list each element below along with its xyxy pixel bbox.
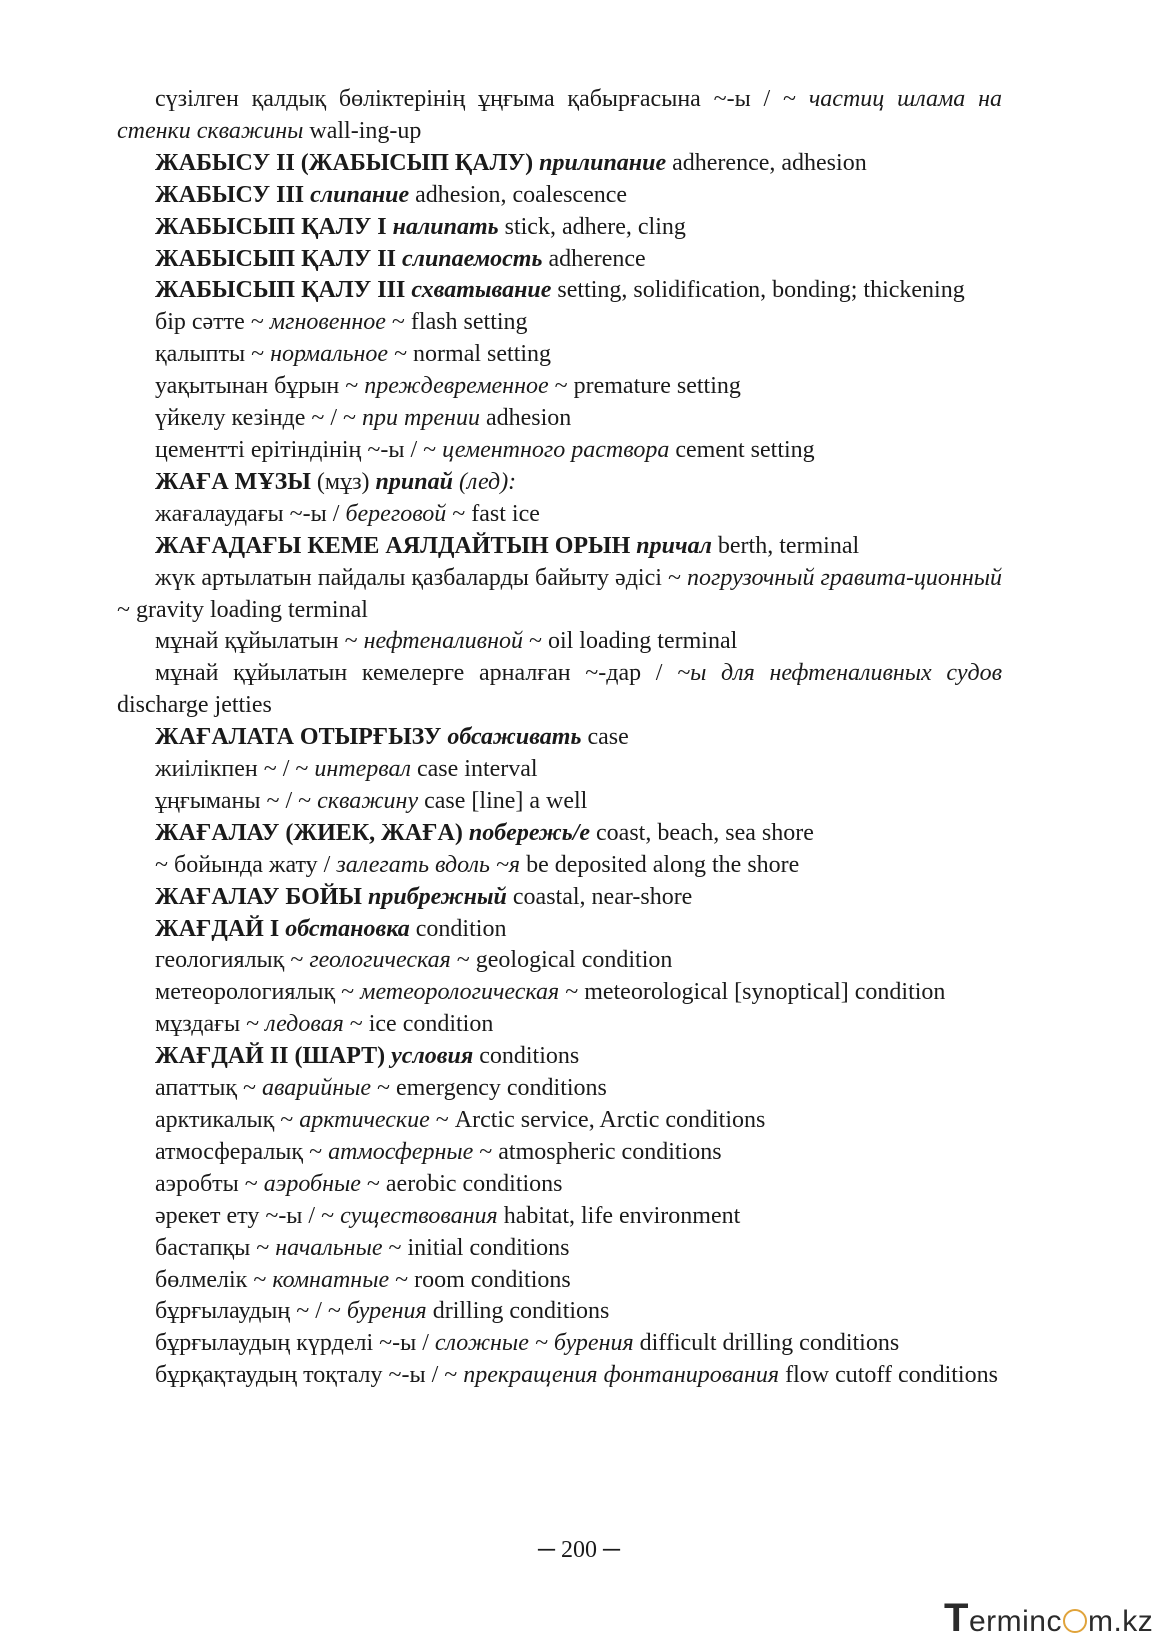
dictionary-entry (117, 882, 1002, 914)
entry-text: condition (409, 915, 507, 942)
dictionary-entry (117, 850, 1002, 882)
entry-text: ~ oil loading terminal (522, 628, 738, 655)
entry-text: habitat, life environment (497, 1202, 741, 1229)
entry-text: ~ normal setting (388, 341, 552, 368)
dictionary-page (117, 84, 1002, 1392)
russian-text: при трении (362, 405, 480, 432)
russian-text: прекращения фонтанирования (463, 1362, 780, 1389)
dictionary-entry (117, 275, 1002, 307)
entry-text: жағалаудағы ~-ы / (155, 500, 346, 527)
entry-text: cement setting (669, 436, 815, 463)
entry-text: case (581, 724, 629, 751)
entry-text: қалыпты ~ (155, 341, 271, 368)
entry-text: adhesion (479, 405, 572, 432)
entry-text: атмосфералық ~ (155, 1138, 329, 1165)
dictionary-entry (117, 945, 1002, 977)
entry-text: difficult drilling conditions (633, 1330, 900, 1357)
dictionary-entry (117, 1360, 1002, 1392)
russian-text: комнатные (272, 1266, 390, 1293)
entry-text: әрекет ету ~-ы / ~ (155, 1202, 341, 1229)
russian-text: аварийные (261, 1075, 372, 1102)
entry-text: ~ Arctic service, Arctic conditions (429, 1107, 766, 1133)
dictionary-entry (117, 531, 1002, 563)
russian-text: (лед): (458, 468, 517, 495)
headword: ЖАБЫСУ III (155, 181, 305, 208)
entry-text: арктикалық ~ (155, 1107, 300, 1133)
russian-headword: слипаемость (401, 245, 543, 272)
headword: ЖАҒАДАҒЫ КЕМЕ АЯЛДАЙТЫН ОРЫН (155, 532, 631, 559)
entry-text: бір сәтте ~ (155, 309, 270, 336)
dictionary-entry (117, 1265, 1002, 1297)
russian-text: преждевременное (364, 373, 549, 400)
dictionary-entry (117, 722, 1002, 754)
dictionary-entry (117, 307, 1002, 339)
dictionary-entry (117, 339, 1002, 371)
headword: ЖАҒДАЙ II (ШАРТ) (155, 1043, 386, 1070)
entry-text: drilling conditions (426, 1298, 610, 1325)
dictionary-entry (117, 1169, 1002, 1201)
dictionary-entry (117, 1073, 1002, 1105)
entry-text: adhesion, coalescence (409, 181, 628, 208)
russian-text: геологическая (309, 947, 451, 974)
headword: ЖАҒДАЙ I (155, 915, 280, 942)
russian-text: цементного раствора (442, 436, 670, 463)
entry-text: discharge jetties (117, 692, 272, 719)
entry-text: case interval (410, 756, 538, 783)
entry-text: ұңғыманы ~ / ~ (155, 787, 318, 814)
dictionary-entry (117, 212, 1002, 244)
dictionary-entry (117, 1233, 1002, 1265)
headword: ЖАҒАЛАУ (ЖИЕК, ЖАҒА) (155, 819, 463, 846)
entry-text: case [line] a well (418, 787, 588, 814)
russian-headword: налипать (392, 213, 499, 240)
dictionary-entry (117, 1041, 1002, 1073)
russian-headword: условия (391, 1043, 474, 1070)
dictionary-entry (117, 371, 1002, 403)
entry-text: flow cutoff conditions (779, 1362, 998, 1389)
headword: ЖАҒА МҰЗЫ (155, 468, 311, 495)
watermark-text-1: erminc (968, 1605, 1062, 1638)
entry-text: stick, adhere, cling (498, 213, 686, 240)
dictionary-entry (117, 148, 1002, 180)
dictionary-entry (117, 1009, 1002, 1041)
site-watermark-logo (944, 1596, 1153, 1641)
russian-text: метеорологическая (360, 979, 560, 1006)
russian-text: нормальное (270, 341, 389, 368)
russian-headword: обстановка (285, 915, 410, 942)
russian-text: арктические (299, 1107, 430, 1133)
russian-text: погрузочный гравита-ционный (687, 564, 1003, 591)
russian-text: аэробные (263, 1170, 361, 1197)
entry-text: аэробты ~ (155, 1170, 264, 1197)
headword: ЖАҒАЛАУ БОЙЫ (155, 883, 362, 910)
entry-text: be deposited along the shore (520, 851, 800, 878)
dictionary-entry (117, 1201, 1002, 1233)
dictionary-entry (117, 754, 1002, 786)
dictionary-entry (117, 499, 1002, 531)
dictionary-entry (117, 84, 1002, 148)
russian-headword: схватывание (411, 277, 552, 304)
headword: ЖАБЫСЫП ҚАЛУ II (155, 245, 396, 272)
russian-text: интервал (314, 756, 411, 783)
entry-text: геологиялық ~ (155, 947, 310, 974)
dictionary-entry (117, 180, 1002, 212)
dictionary-entry (117, 914, 1002, 946)
russian-text: залегать вдоль ~я (336, 851, 521, 878)
watermark-o-icon (1063, 1609, 1087, 1633)
russian-text: бурения (346, 1298, 427, 1325)
entry-text: adherence (542, 245, 646, 272)
russian-text: мгновенное (269, 309, 386, 336)
entry-text: бұрқақтаудың тоқталу ~-ы / ~ (155, 1362, 464, 1389)
russian-text: сложные ~ бурения (434, 1330, 634, 1357)
dictionary-entry (117, 1105, 1002, 1137)
russian-headword: слипание (310, 181, 410, 208)
russian-text: нефтеналивной (363, 628, 523, 655)
entry-text: метеорологиялық ~ (155, 979, 361, 1006)
entry-text: conditions (473, 1043, 580, 1070)
entry-text: ~ premature setting (548, 373, 741, 400)
dictionary-entry (117, 1137, 1002, 1169)
entry-text: wall-ing-up (303, 117, 422, 144)
entry-text: coastal, near-shore (506, 883, 693, 910)
dictionary-entry (117, 1328, 1002, 1360)
entry-text: ~ flash setting (385, 309, 528, 336)
entry-text: coast, beach, sea shore (590, 819, 814, 846)
russian-text: частиц шлама на стенки скважины (117, 86, 1003, 144)
entry-text: жүк артылатын пайдалы қазбаларды байыту әдісі ~ (155, 564, 688, 591)
russian-headword: прилипание (539, 149, 667, 176)
entry-text: ~ meteorological [synoptical] condition (559, 979, 946, 1006)
entry-text: ~ initial conditions (382, 1234, 570, 1261)
entry-text: ~ atmospheric conditions (473, 1138, 722, 1165)
entry-text: бөлмелік ~ (155, 1266, 273, 1293)
dictionary-entry (117, 563, 1002, 627)
entry-text: цементті ерітіндінің ~-ы / ~ (155, 436, 443, 463)
entry-text: мұздағы ~ (155, 1011, 266, 1038)
dictionary-entry (117, 786, 1002, 818)
dictionary-entry (117, 658, 1002, 722)
russian-text: скважину (317, 787, 419, 814)
headword: ЖАБЫСУ II (ЖАБЫСЫП ҚАЛУ) (155, 149, 534, 176)
entry-text: бастапқы ~ (155, 1234, 276, 1261)
dictionary-entry (117, 977, 1002, 1009)
dictionary-entry (117, 818, 1002, 850)
entry-text: ~ fast ice (446, 500, 540, 527)
russian-headword: побережь/е (468, 819, 591, 846)
entry-text: бұрғылаудың күрделі ~-ы / (155, 1330, 435, 1357)
dictionary-entry (117, 403, 1002, 435)
page-number: ─ 200 ─ (537, 1537, 620, 1563)
entry-text: бұрғылаудың ~ / ~ (155, 1298, 347, 1325)
entry-text: ~ room conditions (389, 1266, 571, 1293)
watermark-text-2: m.kz (1087, 1605, 1154, 1638)
entry-text: апаттық ~ (155, 1075, 262, 1102)
entry-text: жиілікпен ~ / ~ (155, 756, 315, 783)
russian-text: береговой (345, 500, 447, 527)
entry-text: ~ geological condition (450, 947, 673, 974)
entry-text: ~ emergency conditions (371, 1075, 607, 1102)
entry-text: setting, solidification, bonding; thickening (551, 277, 965, 304)
entry-text: мұнай құйылатын кемелерге арналған ~-дар / (155, 660, 678, 687)
russian-text: начальные (275, 1234, 383, 1261)
entry-text: уақытынан бұрын ~ (155, 373, 365, 400)
headword: ЖАҒАЛАТА ОТЫРҒЫЗУ (155, 724, 442, 751)
russian-text: ледовая (265, 1011, 344, 1038)
dictionary-entry (117, 435, 1002, 467)
dictionary-entry (117, 244, 1002, 276)
entry-text: adherence, adhesion (666, 149, 867, 176)
entry-text: сүзілген қалдық бөліктерінің ұңғыма қабырғасына ~-ы / ~ (155, 86, 809, 112)
russian-headword: припай (375, 468, 453, 495)
russian-headword: причал (636, 532, 712, 559)
entry-text: үйкелу кезінде ~ / ~ (155, 405, 363, 432)
watermark-letter-t: T (944, 1596, 969, 1640)
russian-text: существования (340, 1202, 498, 1229)
russian-headword: обсаживать (447, 724, 582, 751)
russian-headword: прибрежный (368, 883, 507, 910)
entry-text: ~ gravity loading terminal (117, 596, 368, 623)
dictionary-entry (117, 626, 1002, 658)
entry-text: berth, terminal (711, 532, 860, 559)
entry-text: ~ aerobic conditions (360, 1170, 563, 1197)
headword: ЖАБЫСЫП ҚАЛУ III (155, 277, 406, 304)
dictionary-entry (117, 1296, 1002, 1328)
russian-text: ~ы для нефтеналивных судов (677, 660, 1002, 687)
dictionary-entry (117, 467, 1002, 499)
entry-text: ~ ice condition (343, 1011, 494, 1038)
entry-text: (мұз) (310, 468, 376, 495)
russian-text: атмосферные (328, 1138, 474, 1165)
entry-text: ~ бойында жату / (155, 851, 337, 878)
entry-text: мұнай құйылатын ~ (155, 628, 364, 655)
headword: ЖАБЫСЫП ҚАЛУ I (155, 213, 387, 240)
